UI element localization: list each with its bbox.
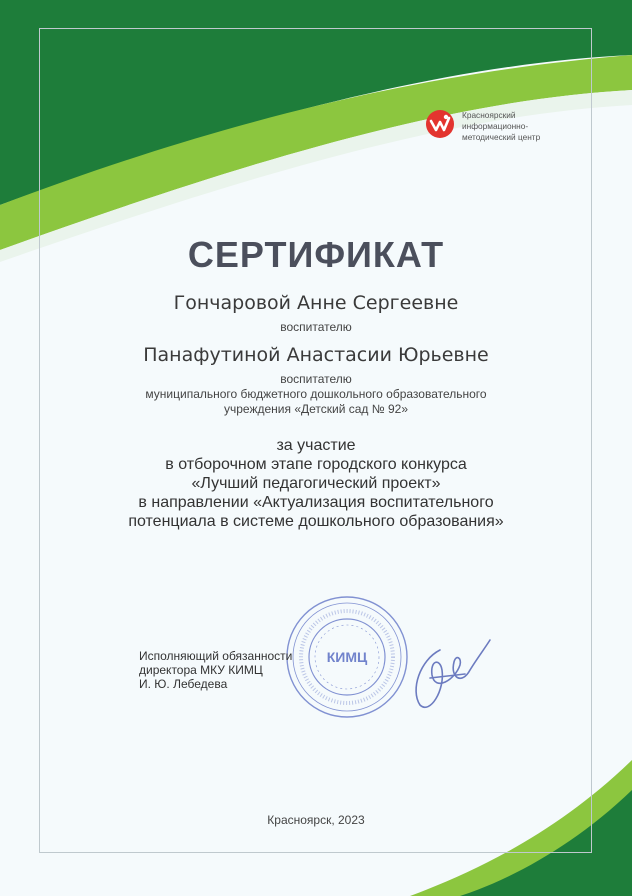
logo-text-line2: информационно- [462, 121, 529, 131]
reason-line2: в отборочном этапе городского конкурса [165, 456, 467, 473]
signatory-line1: Исполняющий обязанности [139, 649, 293, 663]
handwritten-signature [390, 630, 500, 720]
recipient2-role: воспитателю [280, 372, 352, 386]
reason-line3: «Лучший педагогический проект» [191, 475, 441, 492]
kimc-logo [425, 104, 565, 144]
reason-line5: потенциала в системе дошкольного образования» [128, 513, 504, 530]
reason-line1: за участие [276, 437, 356, 454]
certificate-title: СЕРТИФИКАТ [187, 234, 445, 275]
recipient2-name: Панафутиной Анастасии Юрьевне [143, 344, 489, 366]
signatory-block [139, 649, 292, 691]
stamp-center-text: КИМЦ [326, 649, 368, 665]
footer-city-year: Красноярск, 2023 [267, 813, 365, 827]
signatory-line2: директора МКУ КИМЦ [139, 663, 263, 677]
signatory-line3: И. Ю. Лебедева [139, 677, 228, 691]
recipient2-org-line1: муниципального бюджетного дошкольного образовательного [145, 387, 487, 401]
logo-text-line1: Красноярский [462, 110, 516, 120]
kimc-logo-icon [425, 109, 455, 139]
recipient1-name: Гончаровой Анне Сергеевне [173, 292, 459, 314]
recipient2-org-line2: учреждения «Детский сад № 92» [224, 402, 408, 416]
reason-line4: в направлении «Актуализация воспитательного [138, 494, 494, 511]
recipient1-role: воспитателю [280, 320, 352, 334]
logo-text-line3: методический центр [462, 132, 541, 142]
